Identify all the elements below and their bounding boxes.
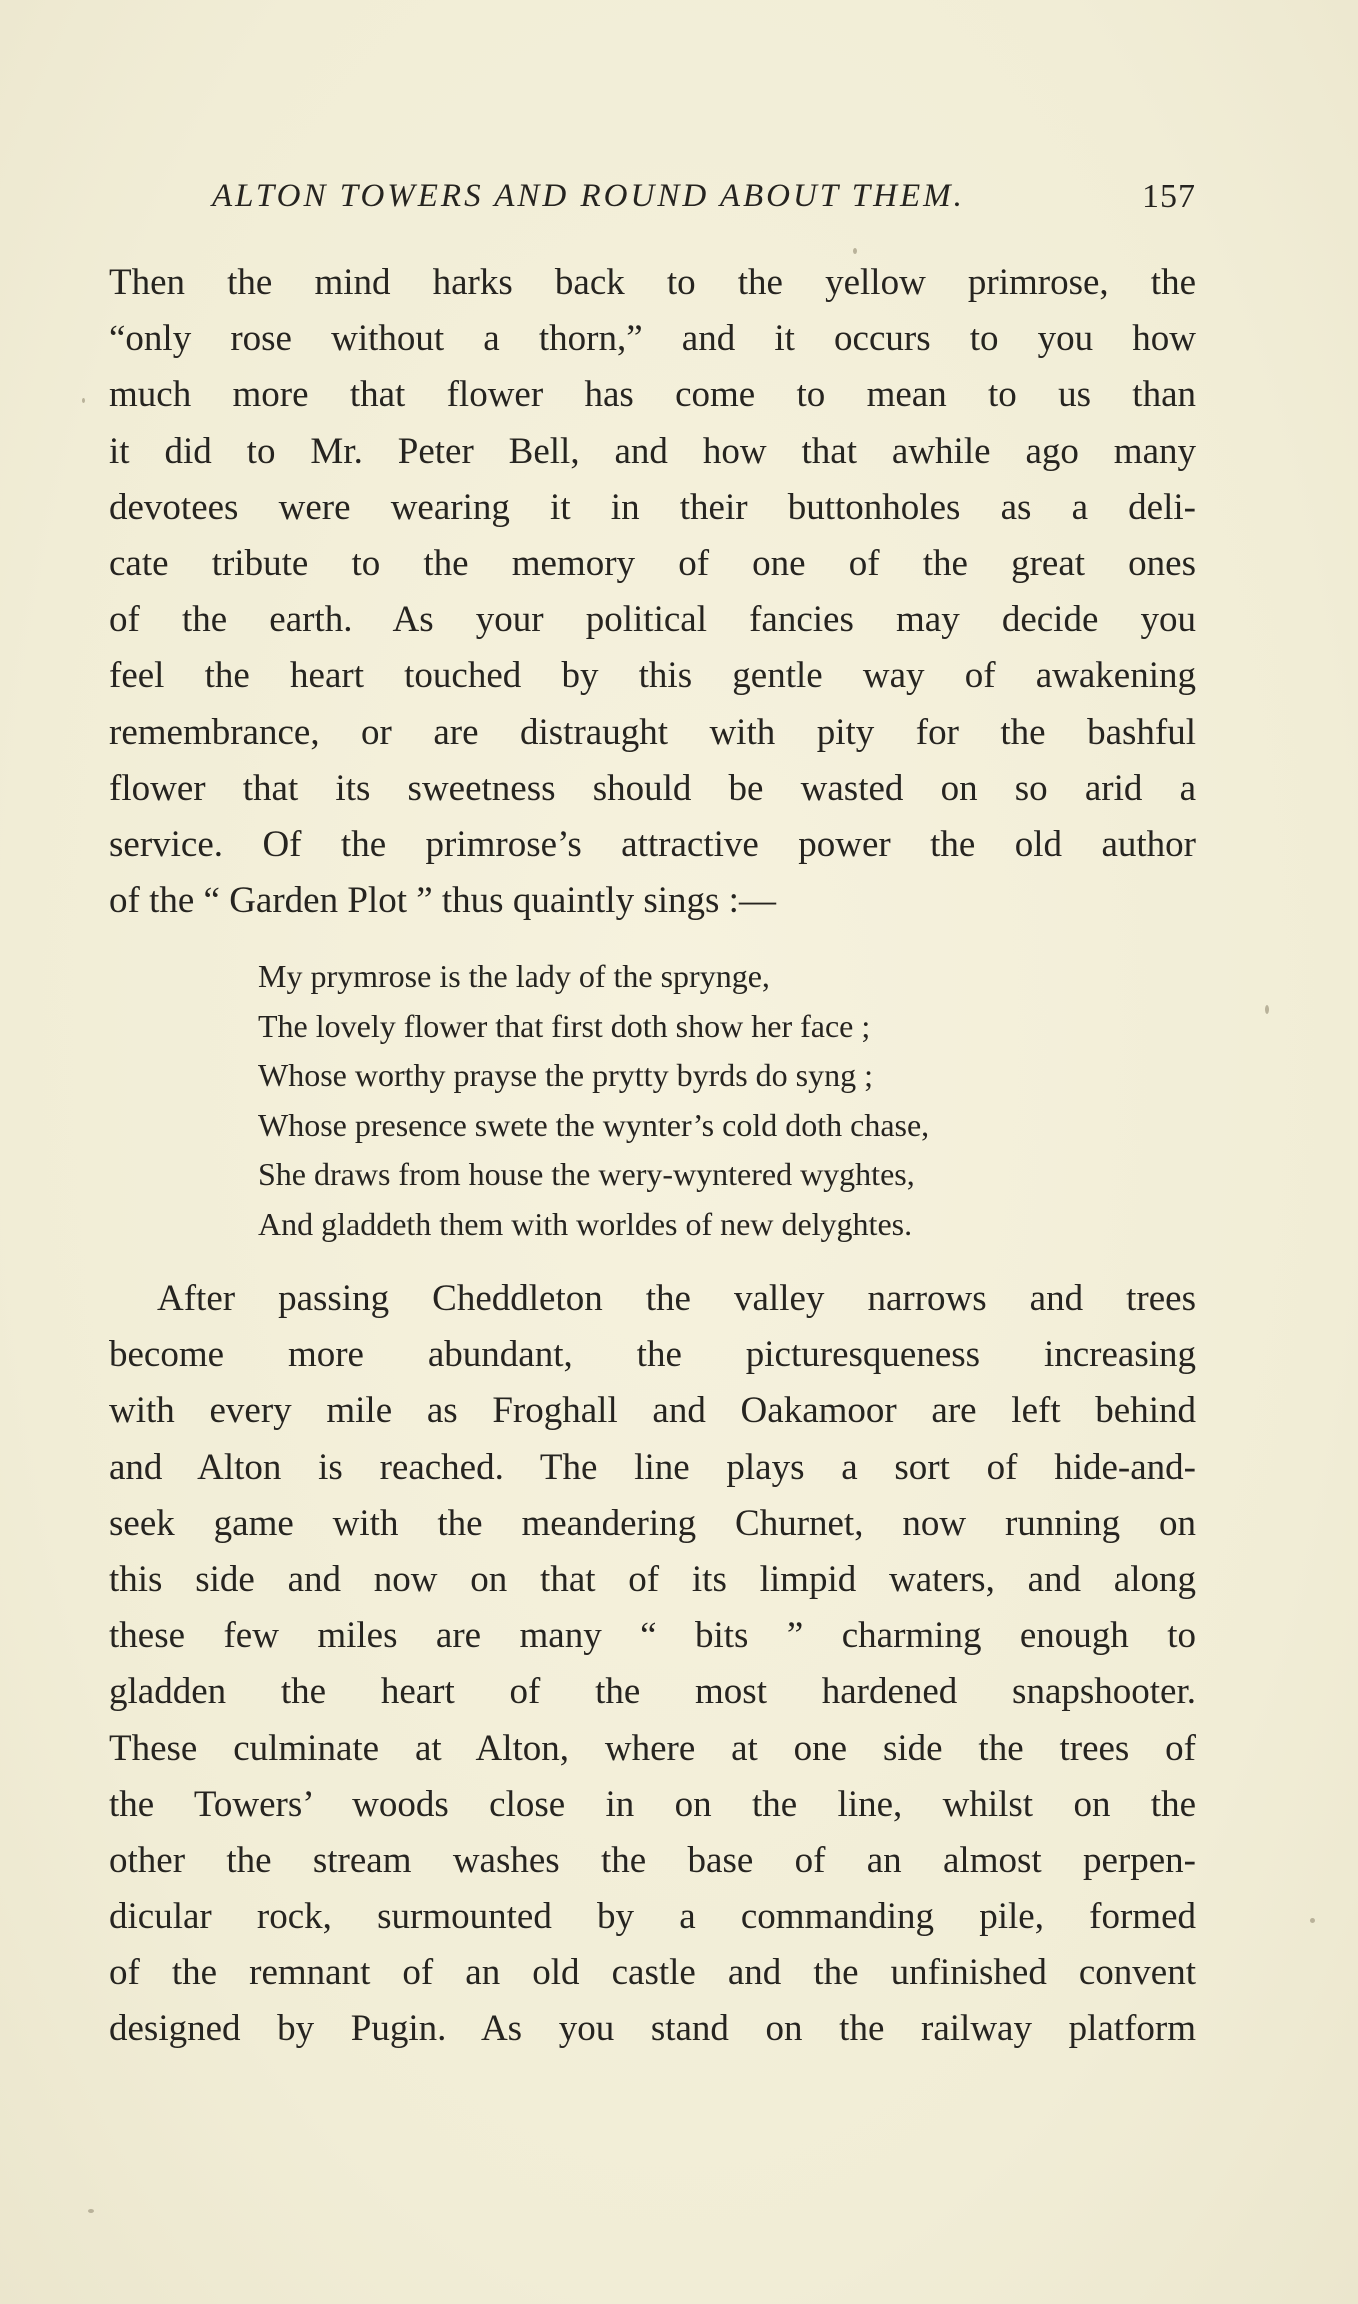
page-header: [200, 178, 1196, 226]
paper-speck: [1310, 1918, 1315, 1923]
text-line: of the remnant of an old castle and the unfinished convent: [109, 1952, 1196, 1994]
text-line: cate tribute to the memory of one of the great ones: [109, 542, 1196, 584]
text-line: of the “ Garden Plot ” thus quaintly sings :—: [109, 880, 776, 922]
text-line: this side and now on that of its limpid waters, and along: [109, 1558, 1196, 1600]
paper-speck: [88, 2209, 94, 2213]
page-number: 157: [1142, 178, 1196, 215]
running-title: ALTON TOWERS AND ROUND ABOUT THEM.: [212, 178, 965, 214]
text-line: gladden the heart of the most hardened snapshooter.: [109, 1671, 1196, 1713]
paper-speck: [82, 398, 85, 403]
text-line: dicular rock, surmounted by a commanding pile, formed: [109, 1896, 1196, 1938]
text-line: with every mile as Froghall and Oakamoor are left behind: [109, 1390, 1196, 1432]
text-line: other the stream washes the base of an almost perpen-: [109, 1839, 1196, 1881]
text-line: service. Of the primrose’s attractive power the old author: [109, 823, 1196, 865]
paragraph-alton: [109, 1271, 1196, 2058]
poem-line: And gladdeth them with worldes of new delyghtes.: [258, 1205, 913, 1242]
poem-quotation: [258, 952, 1158, 1250]
poem-line: Whose worthy prayse the prytty byrds do syng ;: [258, 1057, 874, 1094]
text-line: seek game with the meandering Churnet, now running on: [109, 1502, 1196, 1544]
poem-line: Whose presence swete the wynter’s cold doth chase,: [258, 1106, 930, 1143]
text-line: After passing Cheddleton the valley narrows and trees: [157, 1278, 1196, 1319]
poem-line: My prymrose is the lady of the sprynge,: [258, 958, 770, 994]
text-line: the Towers’ woods close in on the line, whilst on the: [109, 1783, 1196, 1825]
text-line: feel the heart touched by this gentle way of awakening: [109, 655, 1196, 697]
text-line: These culminate at Alton, where at one side the trees of: [109, 1727, 1196, 1769]
paper-speck: [853, 248, 857, 254]
poem-line: The lovely flower that first doth show her face ;: [258, 1007, 871, 1044]
paper-speck: [1265, 1005, 1269, 1014]
paragraph-primrose: [109, 255, 1196, 929]
text-line: and Alton is reached. The line plays a sort of hide-and-: [109, 1446, 1196, 1488]
text-line: Then the mind harks back to the yellow primrose, the: [109, 262, 1196, 303]
poem-line: She draws from house the wery-wyntered wyghtes,: [258, 1156, 915, 1193]
text-line: flower that its sweetness should be wasted on so arid a: [109, 767, 1196, 809]
text-line: these few miles are many “ bits ” charming enough to: [109, 1615, 1196, 1657]
text-line: of the earth. As your political fancies may decide you: [109, 599, 1196, 641]
text-line: become more abundant, the picturesqueness increasing: [109, 1334, 1196, 1376]
text-line: much more that flower has come to mean to us than: [109, 374, 1196, 416]
text-line: devotees were wearing it in their buttonholes as a deli-: [109, 486, 1196, 528]
text-line: designed by Pugin. As you stand on the railway platform: [109, 2008, 1196, 2050]
text-line: it did to Mr. Peter Bell, and how that awhile ago many: [109, 430, 1196, 472]
text-line: “only rose without a thorn,” and it occurs to you how: [109, 318, 1196, 360]
text-line: remembrance, or are distraught with pity for the bashful: [109, 711, 1196, 753]
